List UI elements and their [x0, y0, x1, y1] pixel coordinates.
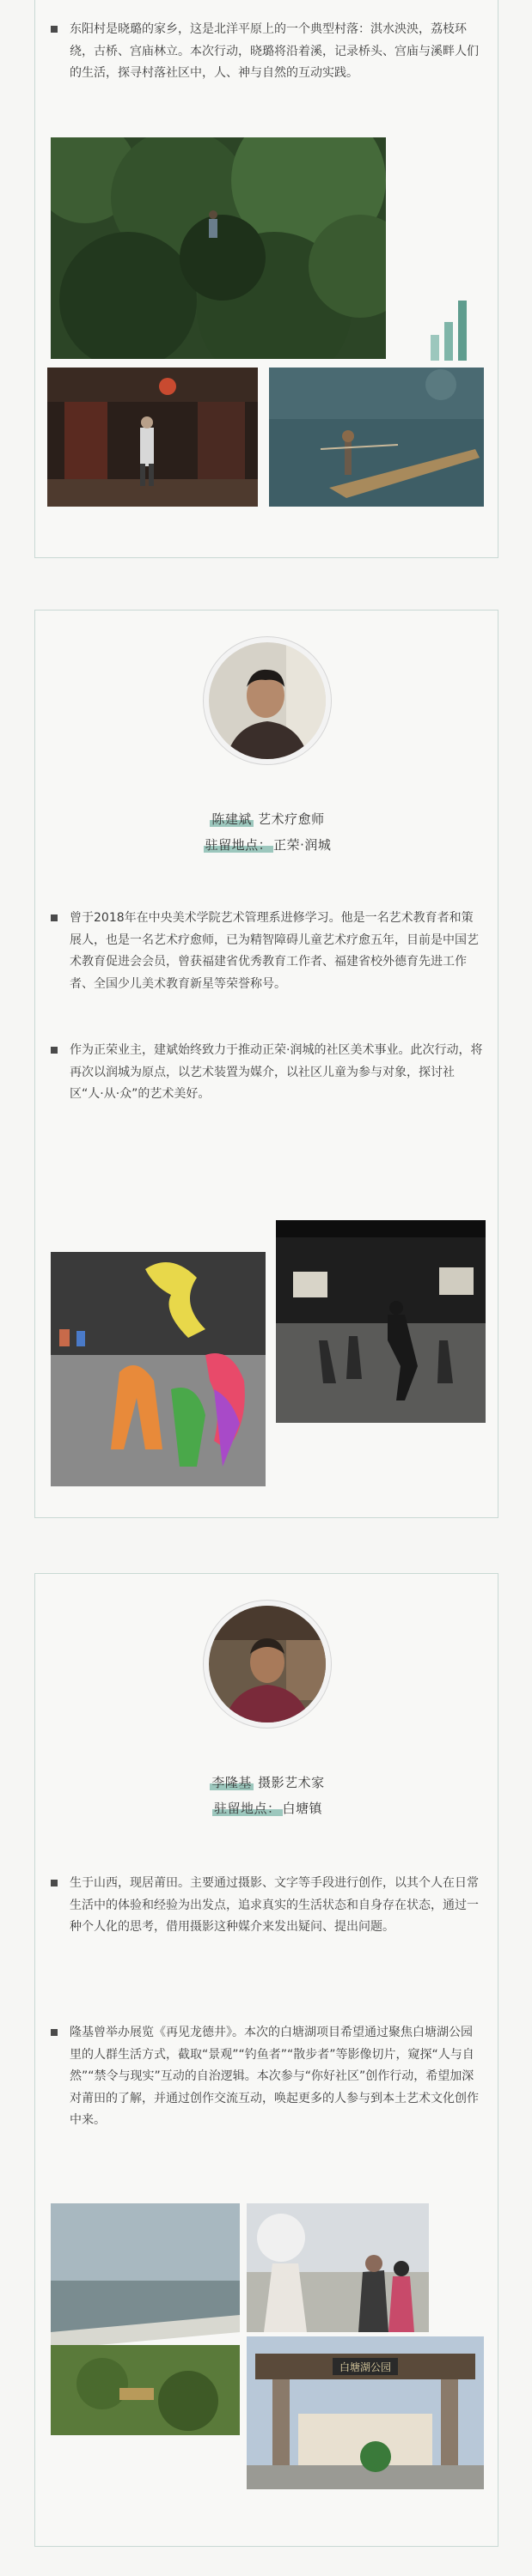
person-name: 李隆基 — [211, 1775, 252, 1790]
bullet-square-icon — [51, 2029, 58, 2036]
location-line — [35, 835, 499, 854]
location-label: 驻留地点： — [205, 837, 272, 853]
location-label: 驻留地点： — [213, 1801, 281, 1816]
bio-paragraph — [51, 908, 484, 995]
forest-photo — [51, 137, 386, 359]
person-role: 艺术疗愈师 — [258, 811, 325, 827]
person-name-line — [35, 810, 499, 828]
bullet-square-icon — [51, 1047, 58, 1054]
sculpture-exhibition-photo — [51, 1252, 266, 1486]
accent-stripes — [431, 301, 482, 361]
location-value: 正荣·润城 — [273, 837, 332, 853]
temple-interior-photo — [47, 368, 258, 507]
bio-text: 生于山西，现居莆田。主要通过摄影、文字等手段进行创作，以其个人在日常生活中的体验和经验为出发点，追求真实的生活状态和自身存在状态，通过一种个人化的思考，借用摄影这种媒介来发出疑问、提出问题。 — [70, 1876, 479, 1934]
project-paragraph — [51, 1040, 484, 1106]
gate-sign-text: 白塘湖公园 — [339, 2361, 392, 2373]
lake-park-photo — [51, 2203, 240, 2435]
bio-text: 曾于2018年在中央美术学院艺术管理系进修学习。他是一名艺术教育者和策展人，也是一名艺术疗愈师，已为精智障碍儿童艺术疗愈五年，目前是中国艺术教育促进会会员，曾获福建省优秀教育工作者、福建省校外德育先进工作者、全国少儿美术教育新星等荣誉称号。 — [70, 911, 479, 991]
person-name-line — [35, 1773, 499, 1791]
avatar — [209, 642, 326, 759]
avatar-frame — [203, 1600, 332, 1728]
forest-image — [51, 137, 386, 359]
artist-card-1 — [34, 0, 498, 558]
person-name: 陈建斌 — [211, 811, 252, 827]
project-text: 作为正荣业主，建斌始终致力于推动正荣·润城的社区美术事业。此次行动，将再次以润城为原点，以艺术装置为媒介，以社区儿童为参与对象，探讨社区“人·从·众”的艺术美好。 — [70, 1043, 483, 1101]
park-gate-photo — [247, 2336, 484, 2489]
project-paragraph — [51, 2022, 484, 2132]
river-boat-photo — [269, 368, 484, 507]
location-line — [35, 1799, 499, 1817]
intro-paragraph — [51, 19, 484, 85]
bullet-square-icon — [51, 1880, 58, 1886]
bullet-square-icon — [51, 914, 58, 921]
artist-card-3 — [34, 1573, 498, 2547]
project-text: 隆基曾举办展览《再见龙德井》。本次的白塘湖项目希望通过聚焦白塘湖公园里的人群生活方式，截取“景观”“钓鱼者”“散步者”等影像切片，窥探“人与自然”“禁令与现实”互动的自治逻辑。本次参与“你好社区”创作行动，希望加深对莆田的了解，并通过创作交流互动，唤起更多的人参与到本土艺术文化创作中来。 — [70, 2026, 479, 2127]
intro-text: 东阳村是晓璐的家乡，这是北洋平原上的一个典型村落：淇水泱泱，荔枝环绕，古桥、宫庙林立。本次行动，晓璐将沿着溪，记录桥头、宫庙与溪畔人们的生活，探寻村落社区中，人、神与自然的互动实践。 — [70, 22, 479, 80]
person-role: 摄影艺术家 — [258, 1775, 325, 1790]
avatar — [209, 1606, 326, 1722]
avatar-frame — [203, 636, 332, 765]
bullet-square-icon — [51, 26, 58, 33]
artist-card-2 — [34, 610, 498, 1518]
gallery-dancers-photo — [276, 1220, 486, 1423]
location-value: 白塘镇 — [282, 1801, 323, 1816]
bio-paragraph — [51, 1873, 484, 1939]
walkers-photo — [247, 2203, 429, 2332]
